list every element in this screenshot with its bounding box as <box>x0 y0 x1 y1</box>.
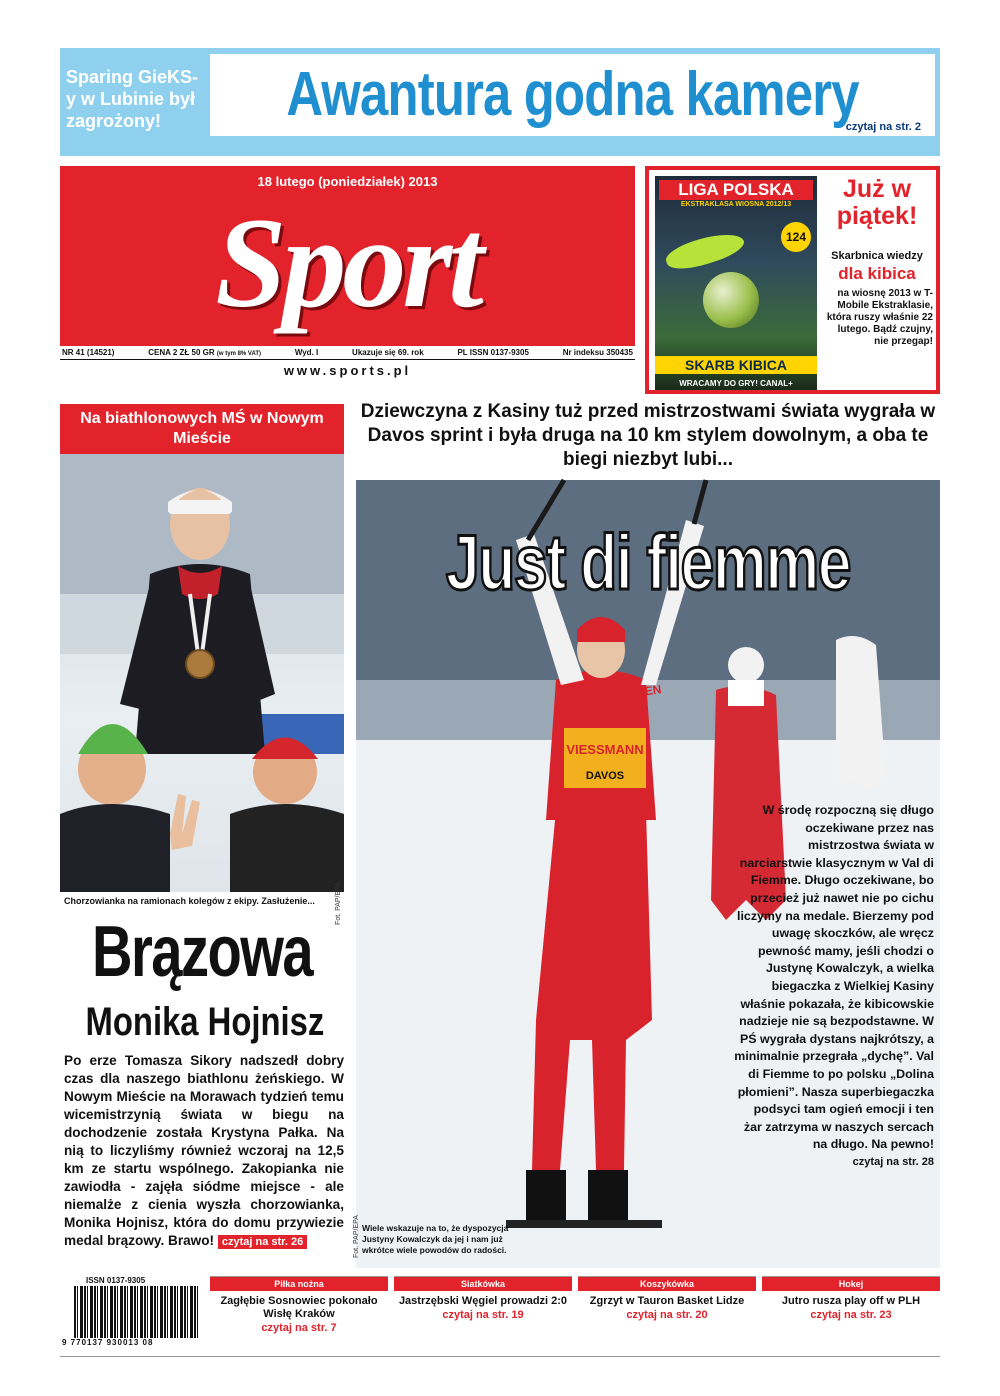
teaser-ref[interactable]: czytaj na str. 19 <box>442 1309 524 1321</box>
biathlon-photo-illustration <box>60 454 344 892</box>
barcode-issn: ISSN 0137-9305 <box>86 1276 146 1285</box>
bronze-medal <box>186 650 214 678</box>
barcode-block <box>60 1276 200 1352</box>
left-headline-1[interactable]: Brązowa <box>91 912 313 992</box>
top-banner-panel <box>210 54 935 136</box>
right-subhead: Dziewczyna z Kasiny tuż przed mistrzostwami świata wygrała w Davos sprint i była druga na 10 km stylem dowolnym, a oba te biegi niezbyt lubi... <box>360 401 936 470</box>
issue-price <box>148 348 261 357</box>
masthead <box>60 166 635 380</box>
teaser-ref[interactable]: czytaj na str. 7 <box>261 1322 337 1334</box>
teaser-volleyball[interactable] <box>394 1276 572 1352</box>
cover-footer: WRACAMY DO GRY! CANAL+ <box>679 379 793 388</box>
teaser-text: Zagłębie Sosnowiec pokonało Wisłę Kraków <box>220 1295 378 1320</box>
top-banner-headline[interactable]: Awantura godna kamery <box>286 60 859 129</box>
promo-subtitle-1: Skarbnica wiedzy <box>831 250 923 262</box>
skier-photo[interactable] <box>353 480 940 1268</box>
promo-box[interactable] <box>645 166 940 394</box>
masthead-url-link[interactable]: www.sports.pl <box>283 363 412 378</box>
left-section-header: Na biathlonowych MŚ w Nowym Mieście <box>60 404 344 454</box>
right-article-text: W środę rozpoczną się długo oczekiwane przez nas mistrzostwa świata w narciarstwie klasycznym w Val di Fiemme. Długo oczekiwane, bo przecież już nawet nie po cichu liczymy na medale. Bierzemy pod uwagę skoczków, ale wręcz pewność mamy, jeśli chodzi o Justynę Kowalczyk, a wielka biegaczka z Wielkiej Kasiny właśnie pokazała, że kibicowskie nadzieje nie są bezpodstawne. W PŚ wygrała dystans najkrótszy, a minimalnie przegrała „dychę”. Val di Fiemme to po polsku „Dolina płomieni”. Nasza superbiegaczka podsyci tam ogień emocji i ten żar zatrzyma w naszych sercach na długo. Na pewno! <box>734 803 934 1152</box>
barcode-number-main: 9 770137 930013 <box>62 1338 140 1347</box>
top-banner-ref[interactable]: czytaj na str. 2 <box>845 121 921 133</box>
issue-year: Ukazuje się 69. rok <box>352 348 424 357</box>
bottom-teasers <box>210 1276 940 1352</box>
right-photo-credit: Fot. PAP/EPA <box>353 1215 360 1258</box>
football-illustration <box>703 272 759 328</box>
cover-subtitle: EKSTRAKLASA WIOSNA 2012/13 <box>680 201 792 208</box>
football-boot-illustration <box>663 226 747 275</box>
barcode-number <box>62 1338 153 1347</box>
bib-top-text: RAIFFEISEN <box>589 682 663 706</box>
right-article-ref[interactable]: czytaj na str. 28 <box>852 1155 934 1168</box>
left-article-ref[interactable]: czytaj na str. 26 <box>218 1235 307 1249</box>
teaser-hockey[interactable] <box>762 1276 940 1352</box>
top-banner-teaser[interactable]: Sparing GieKS-y w Lubinie był zagrożony! <box>66 67 199 131</box>
teaser-ref[interactable]: czytaj na str. 20 <box>626 1309 708 1321</box>
right-article <box>734 802 934 1171</box>
cover-title: LIGA POLSKA <box>659 180 813 200</box>
promo-title: Już w piątek! <box>836 175 918 230</box>
teaser-text: Jutro rusza play off w PLH <box>781 1295 921 1307</box>
promo-cover-image[interactable] <box>655 176 817 390</box>
masthead-date: 18 lutego (poniedziałek) 2013 <box>257 174 438 189</box>
cover-badge: 124 <box>781 222 811 252</box>
bib-sub-text: DAVOS <box>585 770 625 782</box>
bottom-row <box>60 1276 940 1352</box>
issue-number: NR 41 (14521) <box>62 348 115 357</box>
issue-index: Nr indeksu 350435 <box>562 348 633 357</box>
left-article <box>64 1052 344 1250</box>
bottom-divider <box>60 1356 940 1357</box>
left-photo-credit: Fot. PAP/EPA <box>335 882 342 925</box>
masthead-info-row <box>60 348 635 360</box>
teaser-category: Siatkówka <box>394 1277 572 1291</box>
teaser-category: Hokej <box>762 1277 940 1291</box>
teaser-text: Zgrzyt w Tauron Basket Lidze <box>589 1295 745 1307</box>
teaser-category: Koszykówka <box>578 1277 756 1291</box>
teaser-basketball[interactable] <box>578 1276 756 1352</box>
promo-subtitle-2: dla kibica <box>838 264 916 283</box>
teaser-football[interactable] <box>210 1276 388 1352</box>
issue-issn: PL ISSN 0137-9305 <box>457 348 529 357</box>
left-photo-caption: Chorzowianka na ramionach kolegów z ekipy. Zasłużenie... <box>64 896 315 906</box>
cover-bottom-title: SKARB KIBICA <box>655 356 817 374</box>
left-headline-2[interactable]: Monika Hojnisz <box>85 1000 325 1044</box>
sport-logo: Sport <box>215 192 480 334</box>
barcode-icon <box>74 1286 198 1338</box>
bib-main-text: VIESSMANN <box>566 742 644 757</box>
teaser-category: Piłka nożna <box>210 1277 388 1291</box>
masthead-background <box>60 166 635 346</box>
teaser-ref[interactable]: czytaj na str. 23 <box>810 1309 892 1321</box>
left-article-text: Po erze Tomasza Sikory nadszedł dobry czas dla naszego biathlonu żeńskiego. W Nowym Mieście na Morawach tydzień temu wicemistrzynią świata w biegu na dochodzenie została Krystyna Pałka. Na nią to liczyliśmy również wczoraj na 12,5 km ze startu wspólnego. Zakopianka nie zawiodła - zajęła siódme miejsce - ale niemalże z cienia wyszła chorzowianka, Monika Hojnisz, która do domu przywiezie medal brązowy. Brawo! <box>64 1053 344 1248</box>
top-banner <box>60 48 940 156</box>
issue-price-value: CENA 2 ZŁ 50 GR <box>148 348 215 357</box>
issue-edition: Wyd. I <box>294 348 319 357</box>
right-headline[interactable]: Just di fiemme <box>445 518 851 606</box>
barcode-number-suffix: 08 <box>142 1338 154 1347</box>
promo-text: na wiosnę 2013 w T-Mobile Ekstraklasie, która ruszy właśnie 22 lutego. Bądź czujny, nie przegap! <box>826 288 933 347</box>
teaser-text: Jastrzębski Węgiel prowadzi 2:0 <box>398 1295 568 1307</box>
right-photo-caption: Wiele wskazuje na to, że dyspozycja Justyny Kowalczyk da jej i nam już wkrótce wiele powodów do radości. <box>362 1223 509 1255</box>
issue-vat: (w tym 8% VAT) <box>216 351 262 357</box>
